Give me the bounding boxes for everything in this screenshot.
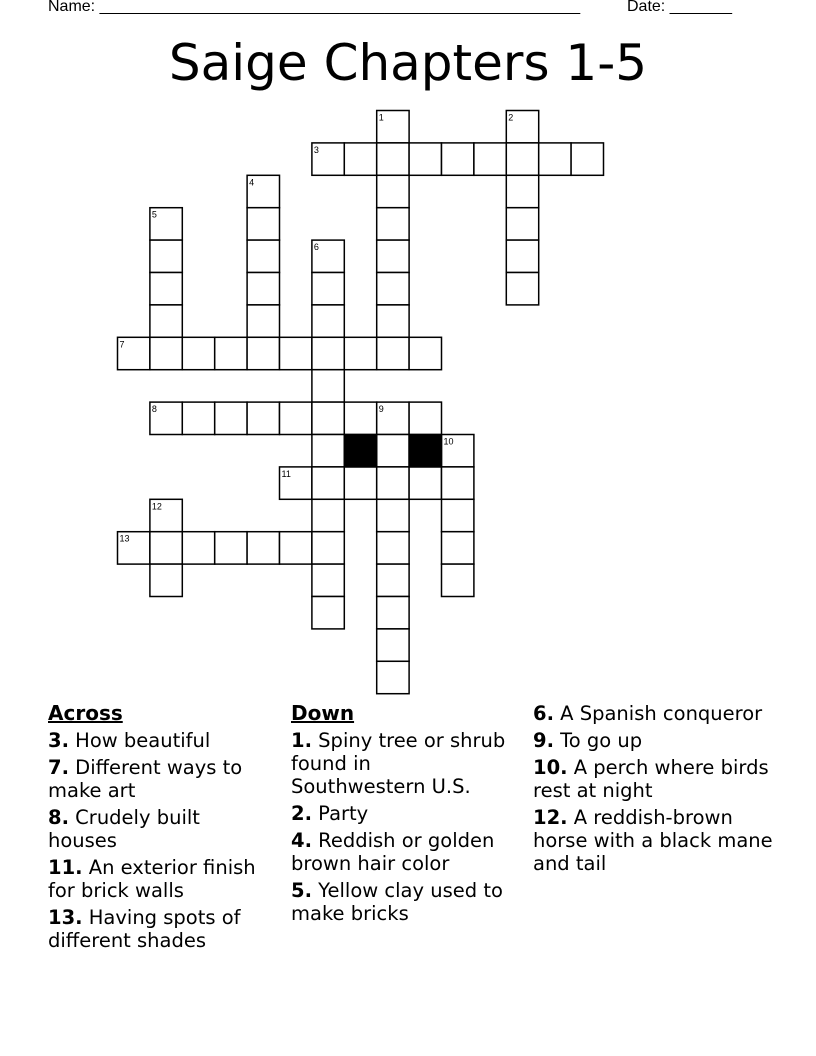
grid-cell[interactable] — [377, 532, 409, 564]
name-field[interactable]: Name: ______________________________________________________ — [48, 0, 581, 15]
cell-number: 1 — [378, 112, 384, 123]
blocked-cell — [409, 435, 441, 467]
grid-cell[interactable] — [442, 467, 474, 499]
grid-cell[interactable] — [344, 143, 376, 175]
cell-number: 11 — [281, 468, 291, 479]
across-heading: Across — [48, 701, 123, 725]
down-clues — [291, 702, 511, 929]
cell-number: 13 — [119, 533, 130, 544]
grid-cell[interactable] — [150, 532, 182, 564]
grid-cell[interactable] — [312, 564, 344, 596]
grid-cell[interactable] — [215, 337, 247, 369]
cell-number: 4 — [249, 177, 255, 188]
grid-cell[interactable] — [182, 532, 214, 564]
clue-text: To go up — [553, 729, 643, 752]
clue-down-10 — [533, 756, 773, 802]
grid-cell[interactable] — [312, 499, 344, 531]
grid-cell[interactable] — [312, 370, 344, 402]
cell-number: 6 — [313, 242, 319, 253]
clue-across-3 — [48, 729, 273, 752]
grid-cell[interactable] — [182, 402, 214, 434]
grid-cell[interactable] — [442, 532, 474, 564]
grid-cell[interactable] — [247, 208, 279, 240]
clue-text: A reddish-brown horse with a black mane and tail — [533, 806, 773, 875]
grid-cell[interactable] — [280, 337, 312, 369]
grid-cell[interactable] — [312, 273, 344, 305]
grid-cell[interactable] — [215, 402, 247, 434]
clue-across-13 — [48, 906, 273, 952]
clue-number: 12. — [533, 806, 568, 829]
down-heading: Down — [291, 701, 355, 725]
grid-cell[interactable] — [506, 175, 538, 207]
grid-cell[interactable] — [506, 240, 538, 272]
grid-cell[interactable] — [312, 305, 344, 337]
clue-across-8 — [48, 806, 273, 852]
clue-down-9 — [533, 729, 773, 752]
clue-text: Spiny tree or shrub found in Southwestern U.S. — [291, 729, 506, 798]
grid-cell[interactable] — [247, 337, 279, 369]
grid-cell[interactable] — [442, 143, 474, 175]
cell-number: 5 — [151, 209, 157, 220]
clue-down-2 — [291, 802, 511, 825]
clue-text: Different ways to make art — [48, 756, 243, 802]
clue-number: 4. — [291, 829, 312, 852]
clue-text: A Spanish conqueror — [553, 702, 763, 725]
grid-cell[interactable] — [442, 564, 474, 596]
blocked-cell — [344, 435, 376, 467]
clue-across-11 — [48, 856, 273, 902]
clue-number: 13. — [48, 906, 83, 929]
clue-text: A perch where birds rest at night — [533, 756, 769, 802]
grid-cell[interactable] — [377, 240, 409, 272]
clue-down-12 — [533, 806, 773, 875]
grid-cell[interactable] — [506, 143, 538, 175]
grid-cell[interactable] — [409, 467, 441, 499]
down-clues-continued — [533, 702, 773, 879]
page-title: Saige Chapters 1-5 — [168, 34, 648, 92]
clue-down-5 — [291, 879, 511, 925]
clue-down-6 — [533, 702, 773, 725]
grid-cell[interactable] — [150, 564, 182, 596]
clue-down-4 — [291, 829, 511, 875]
grid-cell[interactable] — [247, 273, 279, 305]
clue-number: 2. — [291, 802, 312, 825]
grid-cell[interactable] — [409, 143, 441, 175]
grid-cell[interactable] — [344, 402, 376, 434]
grid-cell[interactable] — [247, 240, 279, 272]
grid-cell[interactable] — [280, 402, 312, 434]
cell-number: 12 — [151, 501, 162, 512]
cell-number: 8 — [151, 404, 157, 415]
grid-cell[interactable] — [442, 499, 474, 531]
grid-cell[interactable] — [150, 240, 182, 272]
grid-cell[interactable] — [377, 143, 409, 175]
clue-number: 9. — [533, 729, 554, 752]
grid-cell[interactable] — [377, 467, 409, 499]
grid-cell[interactable] — [344, 467, 376, 499]
grid-cell[interactable] — [312, 435, 344, 467]
clue-number: 6. — [533, 702, 554, 725]
cell-number: 9 — [378, 404, 384, 415]
grid-cell[interactable] — [215, 532, 247, 564]
grid-cell[interactable] — [247, 532, 279, 564]
grid-cell[interactable] — [377, 337, 409, 369]
grid-cell[interactable] — [409, 402, 441, 434]
grid-cell[interactable] — [377, 208, 409, 240]
grid-cell[interactable] — [377, 597, 409, 629]
clue-number: 10. — [533, 756, 568, 779]
grid-cell[interactable] — [506, 273, 538, 305]
grid-cell[interactable] — [377, 661, 409, 693]
grid-cell[interactable] — [150, 305, 182, 337]
grid-cell[interactable] — [377, 564, 409, 596]
grid-cell[interactable] — [474, 143, 506, 175]
grid-cell[interactable] — [377, 499, 409, 531]
grid-cell[interactable] — [182, 337, 214, 369]
clue-number: 5. — [291, 879, 312, 902]
cell-number: 3 — [313, 144, 319, 155]
clue-number: 1. — [291, 729, 312, 752]
clue-number: 11. — [48, 856, 83, 879]
clue-number: 3. — [48, 729, 69, 752]
grid-cell[interactable] — [571, 143, 603, 175]
grid-cell[interactable] — [539, 143, 571, 175]
cell-number: 2 — [508, 112, 514, 123]
clue-across-7 — [48, 756, 273, 802]
clue-text: Having spots of different shades — [48, 906, 241, 952]
clue-text: Reddish or golden brown hair color — [291, 829, 495, 875]
clue-number: 7. — [48, 756, 69, 779]
clue-text: How beautiful — [68, 729, 211, 752]
date-field[interactable]: Date: _______ — [627, 0, 732, 15]
clue-number: 8. — [48, 806, 69, 829]
grid-cell[interactable] — [312, 337, 344, 369]
clue-text: Yellow clay used to make bricks — [291, 879, 503, 925]
across-clues — [48, 702, 273, 956]
grid-cell[interactable] — [312, 532, 344, 564]
cell-number: 10 — [443, 436, 454, 447]
clue-text: An exterior finish for brick walls — [48, 856, 256, 902]
grid-cell[interactable] — [150, 337, 182, 369]
grid-cell[interactable] — [377, 629, 409, 661]
grid-cell[interactable] — [247, 402, 279, 434]
grid-cell[interactable] — [344, 337, 376, 369]
grid-cell[interactable] — [377, 175, 409, 207]
clue-down-1 — [291, 729, 511, 798]
grid-cell[interactable] — [280, 532, 312, 564]
clue-text: Party — [311, 802, 369, 825]
grid-cell[interactable] — [377, 435, 409, 467]
clue-text: Crudely built houses — [48, 806, 200, 852]
grid-cell[interactable] — [312, 467, 344, 499]
grid-cell[interactable] — [377, 273, 409, 305]
grid-cell[interactable] — [409, 337, 441, 369]
grid-cell[interactable] — [247, 305, 279, 337]
grid-cell[interactable] — [312, 597, 344, 629]
cell-number: 7 — [119, 339, 125, 350]
grid-cell[interactable] — [377, 305, 409, 337]
grid-cell[interactable] — [312, 402, 344, 434]
grid-cell[interactable] — [506, 208, 538, 240]
grid-cell[interactable] — [150, 273, 182, 305]
